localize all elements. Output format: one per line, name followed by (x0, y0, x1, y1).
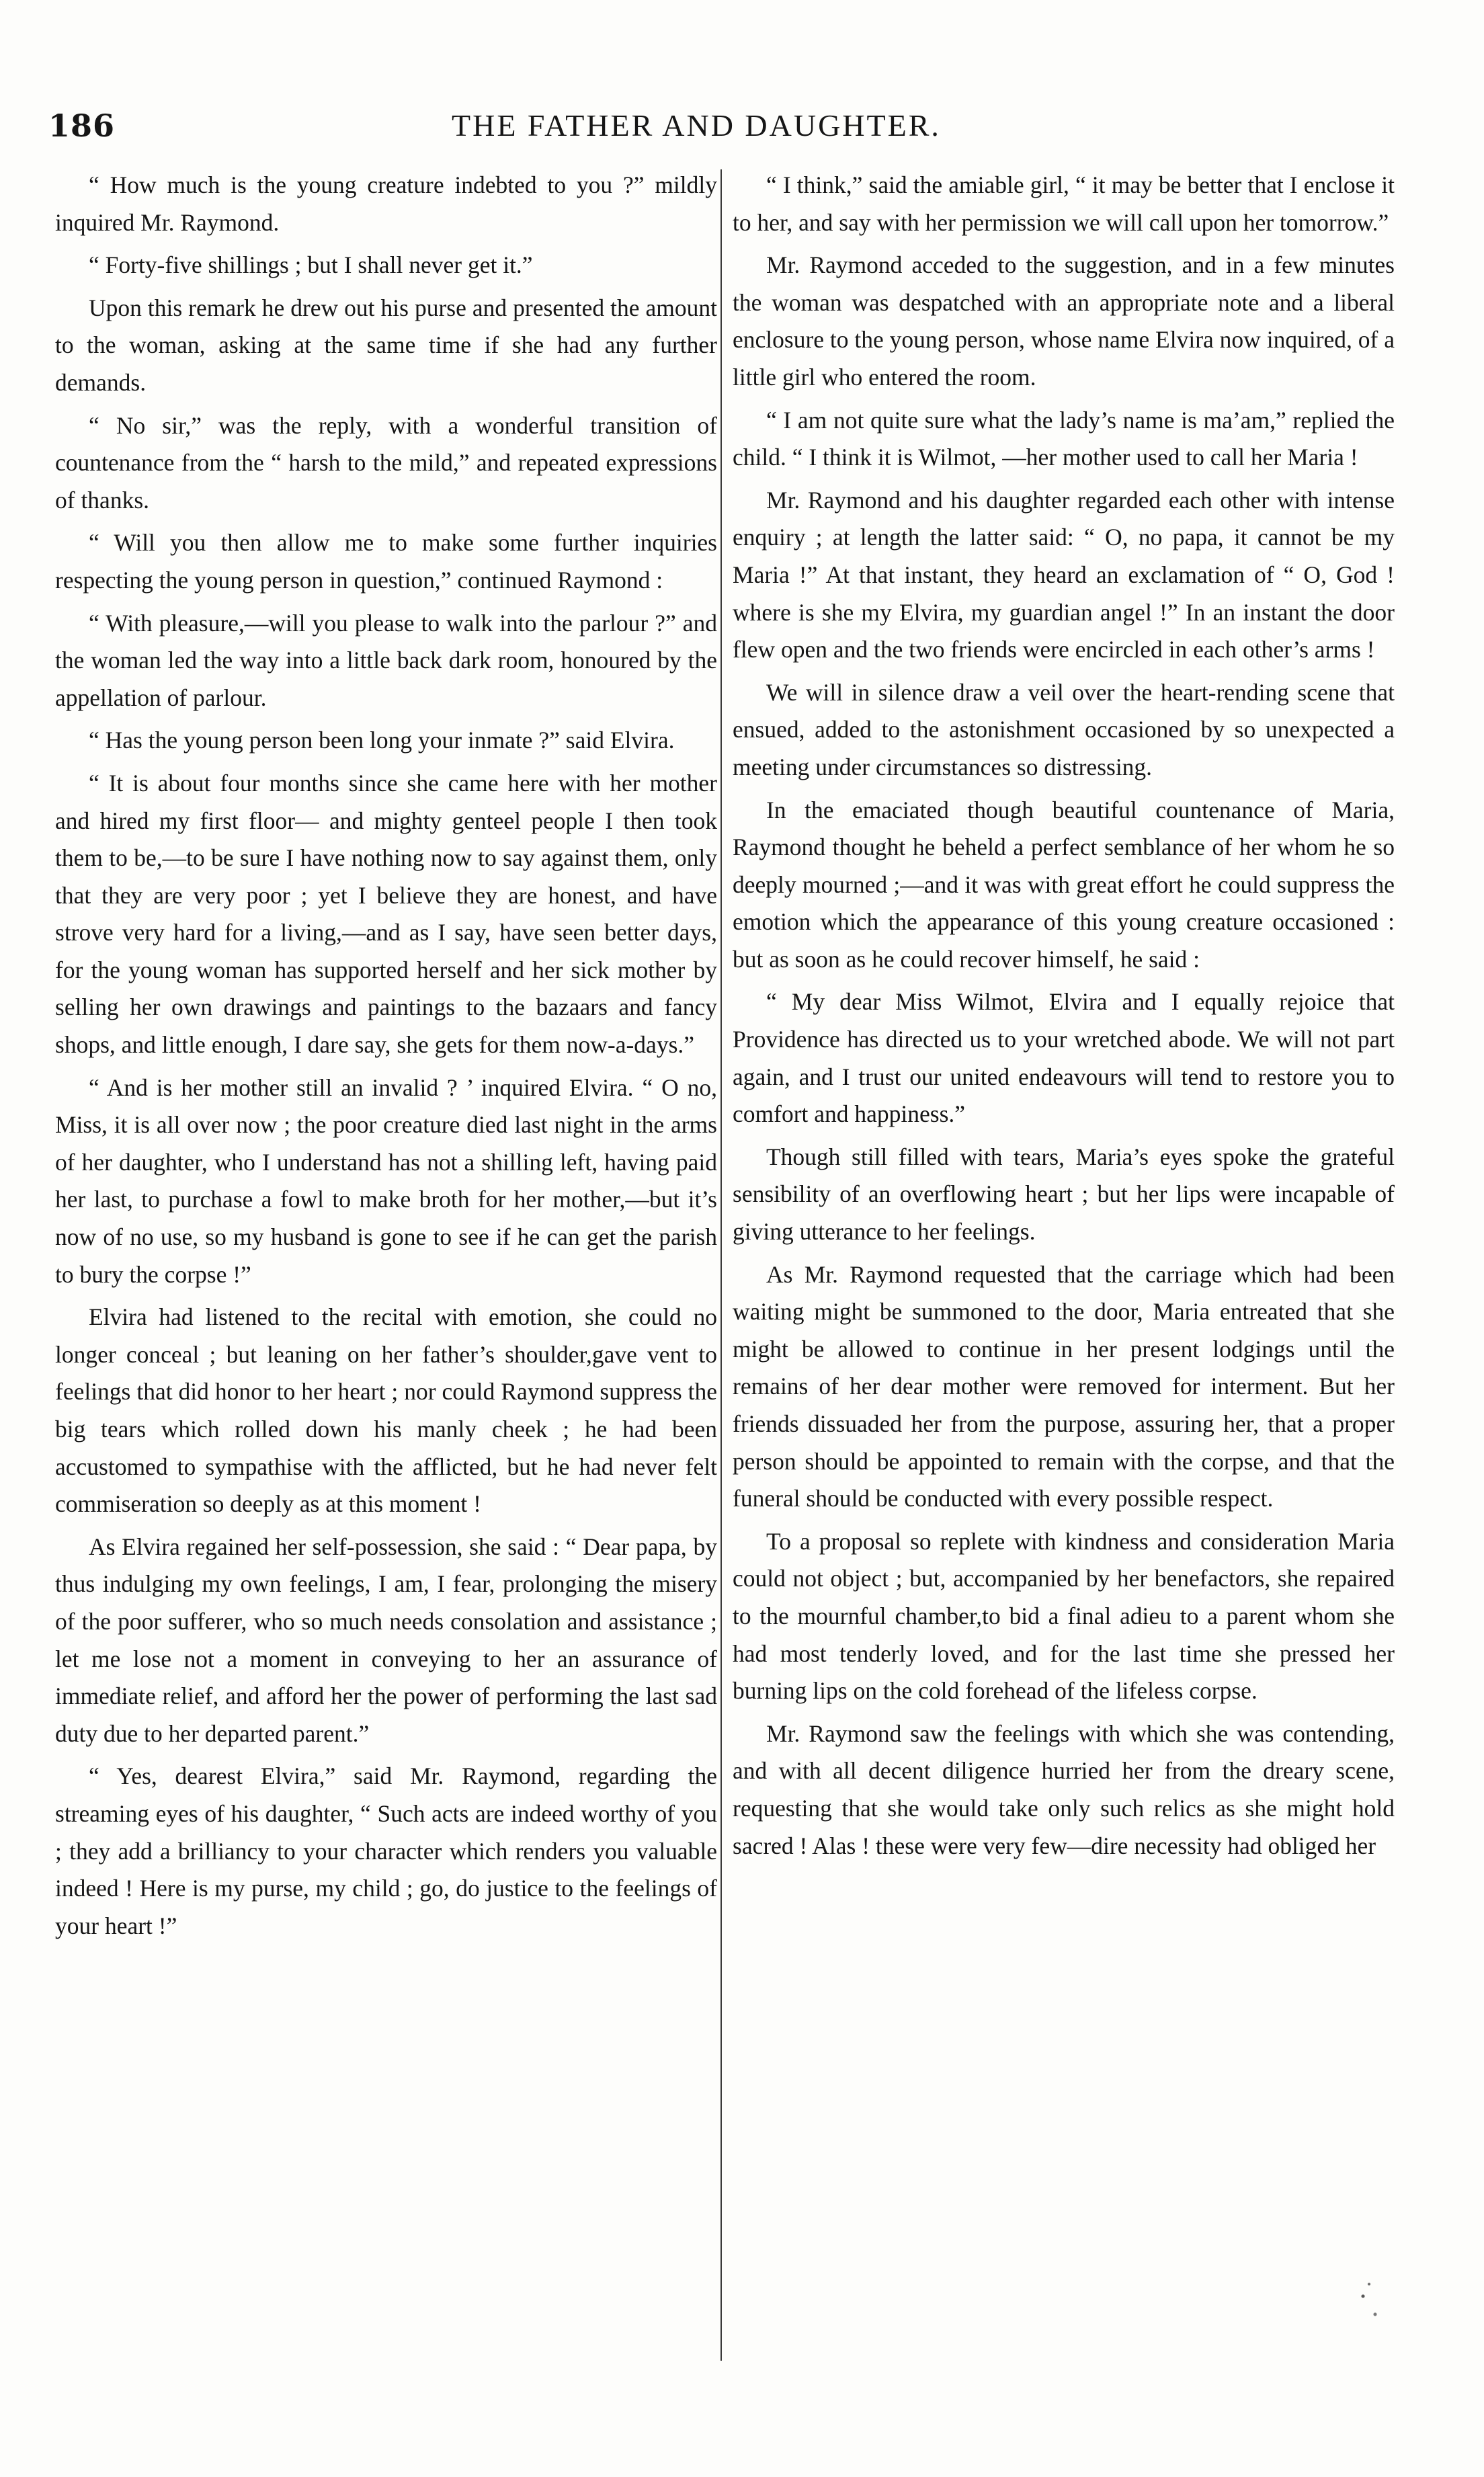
left-column (55, 167, 717, 2385)
page-number: 186 (48, 108, 116, 144)
paragraph: “ My dear Miss Wilmot, Elvira and I equally rejoice that Providence has directed us to your wretched abode. We will not part again, and I trust our united endeavours will tend to restore you to comfort and happiness.” (733, 988, 1395, 1128)
paragraph: As Mr. Raymond requested that the carriage which had been waiting might be summoned to the door, Maria entreated that she might be allowed to continue in her present lodgings until the remains of her dear mother were removed for interment. But her friends dissuaded her from the purpose, assuring her, that a proper person should be appointed to remain with the corpse, and that the funeral should be conducted with every possible respect. (733, 1260, 1395, 1512)
paragraph: “ Has the young person been long your inmate ?” said Elvira. (89, 727, 675, 754)
paragraph: Mr. Raymond acceded to the suggestion, and in a few minutes the woman was despatched with an appropriate note and a liberal enclosure to the young person, whose name Elvira now inquired, of a little girl who entered the room. (733, 251, 1395, 391)
paragraph: We will in silence draw a veil over the heart-rending scene that ensued, added to the astonishment occasioned by so unexpected a meeting under circumstances so distressing. (733, 678, 1395, 780)
paragraph: “ Will you then allow me to make some further inquiries respecting the young person in question,” continued Raymond : (55, 529, 717, 594)
paragraph: Elvira had listened to the recital with emotion, she could no longer conceal ; but leaning on her father’s shoulder,gave vent to feelings that did honor to her heart ; nor could Raymond suppress the big tears which rolled down his manly cheek ; he had been accustomed to sympathise with the afflicted, but he had never felt commiseration so deeply as at this moment ! (55, 1303, 717, 1518)
column-divider (720, 169, 722, 2361)
paragraph: “ Yes, dearest Elvira,” said Mr. Raymond, regarding the streaming eyes of his daughter, “ Such acts are indeed worthy of you ; they add a brilliancy to your character which renders you valuable indeed ! Here is my purse, my child ; go, do justice to the feelings of your heart !” (55, 1762, 717, 1939)
right-column (733, 167, 1395, 2385)
page-header (48, 108, 1393, 155)
paragraph: Mr. Raymond saw the feelings with which she was contending, and with all decent diligence hurried her from the dreary scene, requesting that she would take only such relics as she might hold sacred ! Alas ! these were very few—dire necessity had obliged her (733, 1719, 1395, 1859)
ink-specks-decoration (1351, 2272, 1391, 2332)
paragraph: “ And is her mother still an invalid ? ’ inquired Elvira. “ O no, Miss, it is all over now ; the poor creature died last night in the arms of her daughter, who I understand has not a shilling left, having paid her last, to purchase a fowl to make broth for her mother,—but it’s now of no use, so my husband is gone to see if he can get the parish to bury the corpse !” (55, 1073, 717, 1288)
paragraph: “ It is about four months since she came here with her mother and hired my first floor— and mighty genteel people I then took them to be,—to be sure I have nothing now to say against them, only that they are very poor ; yet I believe they are honest, and have strove very hard for a living,—and as I say, have seen better days, for the young woman has supported herself and her sick mother by selling her own drawings and paintings to the bazaars and fancy shops, and little enough, I dare say, she gets for them now-a-days.” (55, 769, 717, 1059)
paragraph: In the emaciated though beautiful countenance of Maria, Raymond thought he beheld a perfect semblance of her whom he so deeply mourned ;—and it was with great effort he could suppress the emotion which the appearance of this young creature occasioned : but as soon as he could recover himself, he said : (733, 796, 1395, 973)
paragraph: “ With pleasure,—will you please to walk into the parlour ?” and the woman led the way into a little back dark room, honoured by the appellation of parlour. (55, 609, 717, 711)
paragraph: Mr. Raymond and his daughter regarded each other with intense enquiry ; at length the latter said: “ O, no papa, it cannot be my Maria !” At that instant, they heard an exclamation of “ O, God ! where is she my Elvira, my guardian angel !” In an instant the door flew open and the two friends were encircled in each other’s arms ! (733, 486, 1395, 663)
paragraph: “ How much is the young creature indebted to you ?” mildly inquired Mr. Raymond. (55, 171, 717, 236)
paragraph: To a proposal so replete with kindness and consideration Maria could not object ; but, accompanied by her benefactors, she repaired to the mournful chamber,to bid a final adieu to a parent whom she had most tenderly loved, and for the last time she pressed her burning lips on the cold forehead of the lifeless corpse. (733, 1527, 1395, 1705)
running-head-title: THE FATHER AND DAUGHTER. (452, 108, 941, 143)
paragraph: “ I think,” said the amiable girl, “ it may be better that I enclose it to her, and say with her permission we will call upon her tomorrow.” (733, 171, 1395, 236)
paragraph: As Elvira regained her self-possession, she said : “ Dear papa, by thus indulging my own feelings, I am, I fear, prolonging the misery of the poor sufferer, who so much needs consolation and assistance ; let me lose not a moment in conveying to her an assurance of immediate relief, and afford her the power of performing the last sad duty due to her departed parent.” (55, 1533, 717, 1747)
paragraph: Though still filled with tears, Maria’s eyes spoke the grateful sensibility of an overflowing heart ; but her lips were incapable of giving utterance to her feelings. (733, 1143, 1395, 1246)
paragraph: “ I am not quite sure what the lady’s name is ma’am,” replied the child. “ I think it is Wilmot, —her mother used to call her Maria ! (733, 406, 1395, 471)
paragraph: “ Forty-five shillings ; but I shall never get it.” (89, 251, 533, 279)
paragraph: Upon this remark he drew out his purse and presented the amount to the woman, asking at the same time if she had any further demands. (55, 294, 717, 396)
paragraph: “ No sir,” was the reply, with a wonderful transition of countenance from the “ harsh to the mild,” and repeated expressions of thanks. (55, 411, 717, 514)
